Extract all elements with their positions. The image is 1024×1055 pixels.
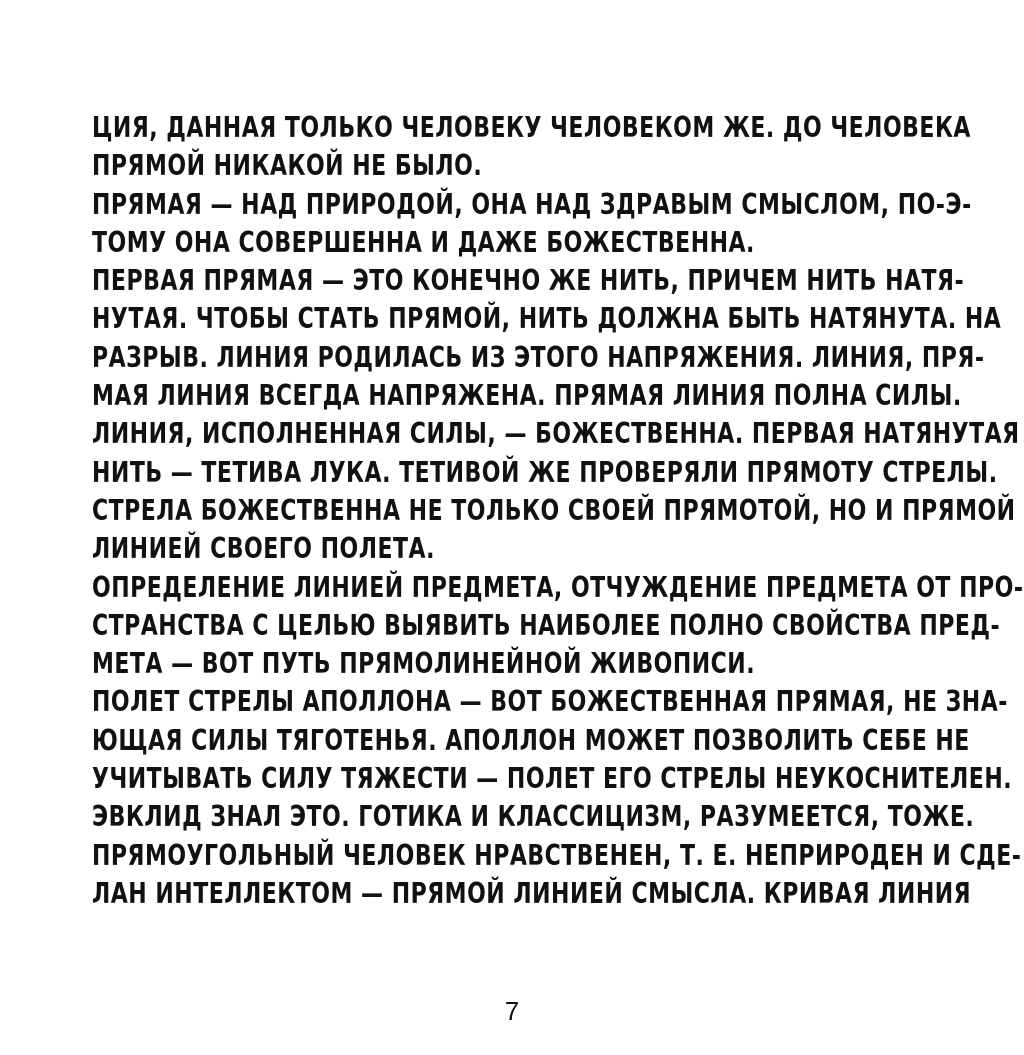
page-number: 7 — [504, 996, 520, 1026]
text-line: СТРЕЛА БОЖЕСТВЕННА НЕ ТОЛЬКО СВОЕЙ ПРЯМОТОЙ, НО И ПРЯМОЙ — [92, 495, 1016, 528]
text-line: ОПРЕДЕЛЕНИЕ ЛИНИЕЙ ПРЕДМЕТА, ОТЧУЖДЕНИЕ ПРЕДМЕТА ОТ ПРО- — [92, 571, 1024, 605]
text-line: ТОМУ ОНА СОВЕРШЕННА И ДАЖЕ БОЖЕСТВЕННА. — [92, 226, 755, 260]
text-line: ПЕРВАЯ ПРЯМАЯ — ЭТО КОНЕЧНО ЖЕ НИТЬ, ПРИЧЕМ НИТЬ НАТЯ- — [92, 265, 965, 298]
text-line: УЧИТЫВАТЬ СИЛУ ТЯЖЕСТИ — ПОЛЕТ ЕГО СТРЕЛЫ НЕУКОСНИТЕЛЕН. — [92, 763, 1013, 796]
body-text — [92, 110, 1024, 914]
text-line: ЭВКЛИД ЗНАЛ ЭТО. ГОТИКА И КЛАССИЦИЗМ, РАЗУМЕЕТСЯ, ТОЖЕ. — [92, 801, 975, 834]
text-line: СТРАНСТВА С ЦЕЛЬЮ ВЫЯВИТЬ НАИБОЛЕЕ ПОЛНО СВОЙСТВА ПРЕД- — [92, 609, 1001, 643]
text-line: ПОЛЕТ СТРЕЛЫ АПОЛЛОНА — ВОТ БОЖЕСТВЕННАЯ ПРЯМАЯ, НЕ ЗНА- — [92, 686, 1008, 720]
text-line: ЮЩАЯ СИЛЫ ТЯГОТЕНЬЯ. АПОЛЛОН МОЖЕТ ПОЗВОЛИТЬ СЕБЕ НЕ — [92, 724, 970, 758]
text-line: ПРЯМОУГОЛЬНЫЙ ЧЕЛОВЕК НРАВСТВЕНЕН, Т. Е. НЕПРИРОДЕН И СДЕ- — [92, 839, 1022, 873]
text-line: ЦИЯ, ДАННАЯ ТОЛЬКО ЧЕЛОВЕКУ ЧЕЛОВЕКОМ ЖЕ. ДО ЧЕЛОВЕКА — [92, 112, 971, 145]
text-line: МАЯ ЛИНИЯ ВСЕГДА НАПРЯЖЕНА. ПРЯМАЯ ЛИНИЯ ПОЛНА СИЛЫ. — [92, 380, 962, 413]
text-line: ПРЯМАЯ — НАД ПРИРОДОЙ, ОНА НАД ЗДРАВЫМ СМЫСЛОМ, ПО-Э- — [92, 188, 972, 222]
text-line: НУТАЯ. ЧТОБЫ СТАТЬ ПРЯМОЙ, НИТЬ ДОЛЖНА БЫТЬ НАТЯНУТА. НА — [92, 303, 1002, 337]
text-line: РАЗРЫВ. ЛИНИЯ РОДИЛАСЬ ИЗ ЭТОГО НАПРЯЖЕНИЯ. ЛИНИЯ, ПРЯ- — [92, 341, 985, 375]
text-line: ЛИНИЯ, ИСПОЛНЕННАЯ СИЛЫ, — БОЖЕСТВЕННА. ПЕРВАЯ НАТЯНУТАЯ — [92, 418, 1020, 451]
text-line: ЛИНИЕЙ СВОЕГО ПОЛЕТА. — [92, 533, 435, 566]
text-line: МЕТА — ВОТ ПУТЬ ПРЯМОЛИНЕЙНОЙ ЖИВОПИСИ. — [92, 648, 756, 681]
text-line: ЛАН ИНТЕЛЛЕКТОМ — ПРЯМОЙ ЛИНИЕЙ СМЫСЛА. КРИВАЯ ЛИНИЯ — [92, 877, 972, 911]
text-line: НИТЬ — ТЕТИВА ЛУКА. ТЕТИВОЙ ЖЕ ПРОВЕРЯЛИ ПРЯМОТУ СТРЕЛЫ. — [92, 456, 998, 490]
text-line: ПРЯМОЙ НИКАКОЙ НЕ БЫЛО. — [92, 150, 483, 183]
